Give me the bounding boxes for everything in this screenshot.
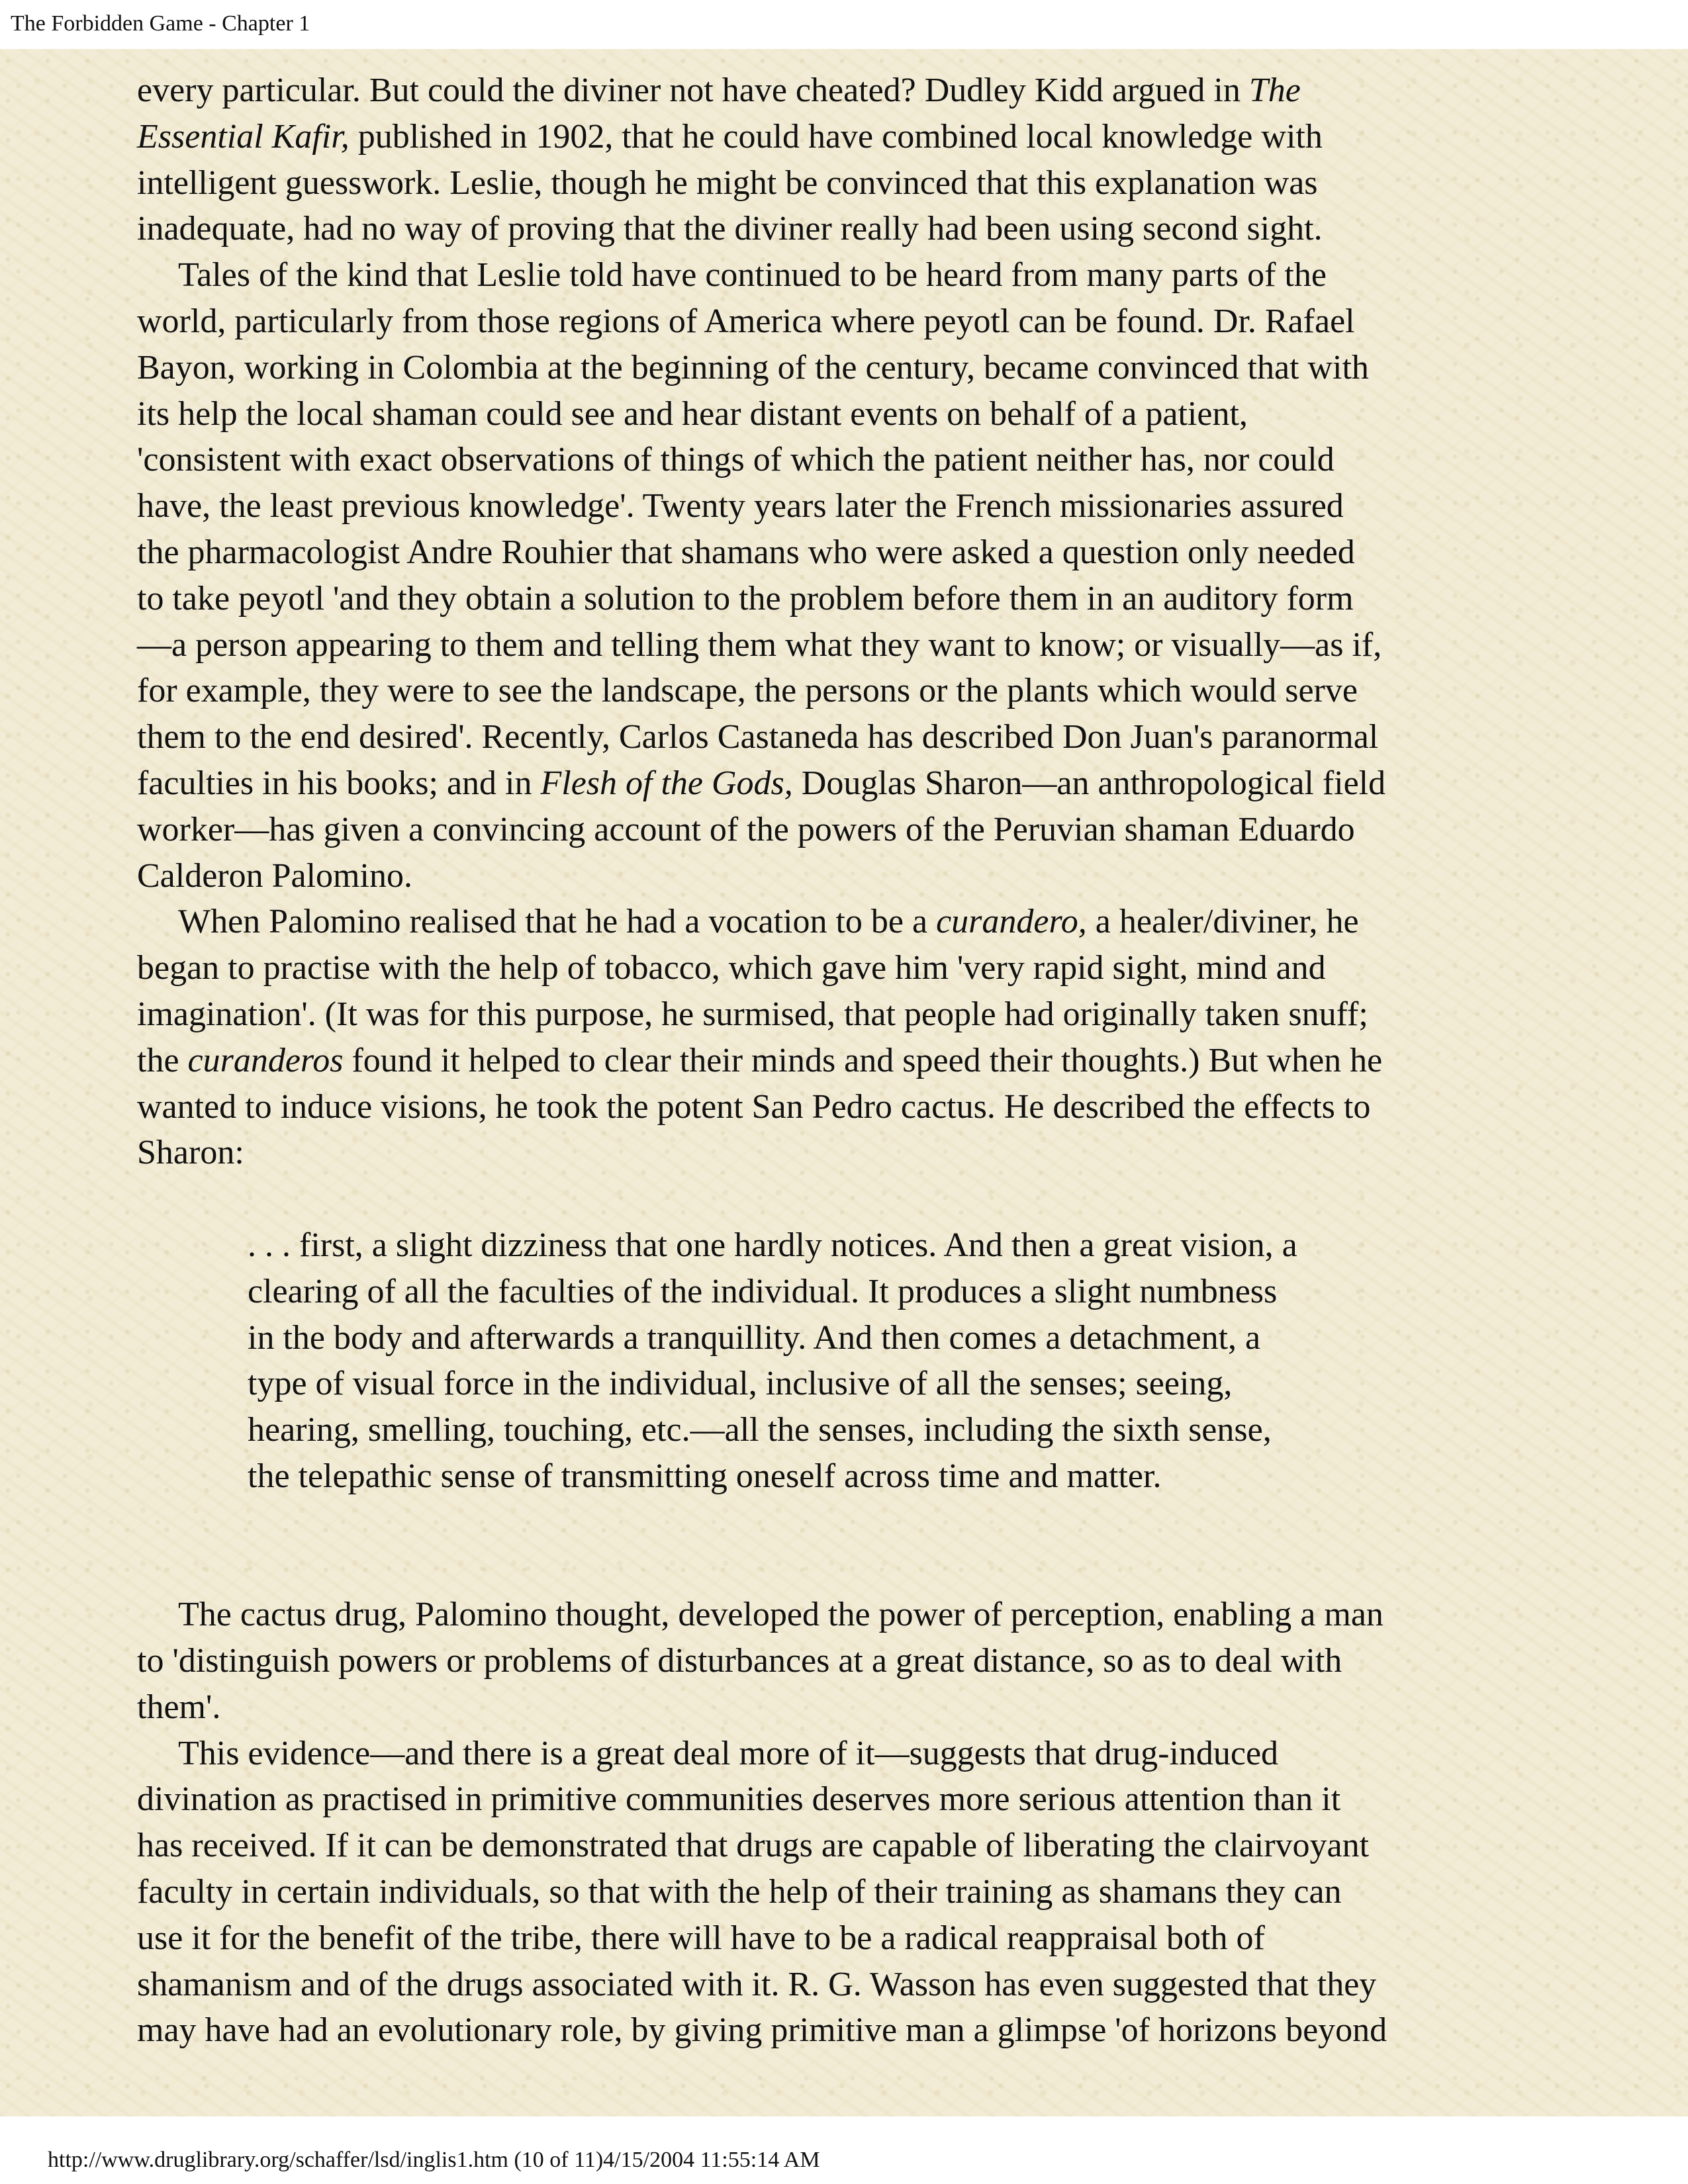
text-line: imagination'. (It was for this purpose, he surmised, that people had originally taken snuff; [137, 995, 1368, 1033]
quote-line: clearing of all the faculties of the individual. It produces a slight numbness [248, 1272, 1278, 1310]
text-line: shamanism and of the drugs associated with it. R. G. Wasson has even suggested that they [137, 1965, 1377, 2003]
text-line: to take peyotl 'and they obtain a solution to the problem before them in an auditory form [137, 579, 1354, 617]
block-quote [137, 1222, 1567, 1500]
text-line: has received. If it can be demonstrated that drugs are capable of liberating the clairvoyant [137, 1827, 1370, 1865]
text-line: Sharon: [137, 1134, 244, 1172]
text-line: its help the local shaman could see and hear distant events on behalf of a patient, [137, 394, 1248, 433]
text-line: The cactus drug, Palomino thought, developed the power of perception, enabling a man [178, 1596, 1383, 1634]
text-line: for example, they were to see the landscape, the persons or the plants which would serve [137, 672, 1358, 710]
text-line: to 'distinguish powers or problems of disturbances at a great distance, so as to deal with [137, 1642, 1342, 1680]
text-line: the pharmacologist Andre Rouhier that shamans who were asked a question only needed [137, 533, 1355, 571]
browser-print-footer [0, 2116, 1688, 2184]
text-line: them to the end desired'. Recently, Carlos Castaneda has described Don Juan's paranormal [137, 718, 1379, 756]
text-line: 'consistent with exact observations of things of which the patient neither has, nor could [137, 441, 1335, 479]
text-line: Calderon Palomino. [137, 856, 412, 895]
text-line: world, particularly from those regions of America where peyotl can be found. Dr. Rafael [137, 302, 1355, 340]
text-line: them'. [137, 1688, 221, 1726]
text-line: faculty in certain individuals, so that with the help of their training as shamans they can [137, 1873, 1342, 1911]
text-line: Essential Kafir, published in 1902, that he could have combined local knowledge with [137, 117, 1323, 156]
text-line: use it for the benefit of the tribe, there will have to be a radical reappraisal both of [137, 1919, 1265, 1957]
text-line: intelligent guesswork. Leslie, though he might be convinced that this explanation was [137, 163, 1318, 202]
text-line: wanted to induce visions, he took the potent San Pedro cactus. He described the effects to [137, 1087, 1371, 1126]
quote-line: type of visual force in the individual, inclusive of all the senses; seeing, [248, 1365, 1233, 1403]
text-line: When Palomino realised that he had a vocation to be a curandero, a healer/diviner, he [178, 903, 1359, 941]
text-line: worker—has given a convincing account of the powers of the Peruvian shaman Eduardo [137, 810, 1355, 848]
quote-line: . . . first, a slight dizziness that one hardly notices. And then a great vision, a [248, 1226, 1297, 1264]
quote-line: the telepathic sense of transmitting oneself across time and matter. [248, 1457, 1162, 1495]
browser-print-header [0, 0, 1688, 49]
page-url-footer: http://www.druglibrary.org/schaffer/lsd/inglis1.htm (10 of 11)4/15/2004 11:55:14 AM [48, 2148, 820, 2172]
quote-line: in the body and afterwards a tranquillity. And then comes a detachment, a [248, 1318, 1261, 1357]
text-line: Bayon, working in Colombia at the beginning of the century, became convinced that with [137, 348, 1369, 387]
spacer [137, 1176, 1567, 1222]
text-line: the curanderos found it helped to clear their minds and speed their thoughts.) But when he [137, 1041, 1383, 1079]
text-line: This evidence—and there is a great deal more of it—suggests that drug-induced [178, 1734, 1279, 1772]
spacer [137, 1500, 1567, 1592]
page-title: The Forbidden Game - Chapter 1 [11, 11, 310, 36]
text-line: began to practise with the help of tobacco, which gave him 'very rapid sight, mind and [137, 949, 1326, 987]
text-line: every particular. But could the diviner not have cheated? Dudley Kidd argued in The [137, 71, 1301, 109]
text-line: may have had an evolutionary role, by giving primitive man a glimpse 'of horizons beyond [137, 2011, 1387, 2050]
text-line: divination as practised in primitive communities deserves more serious attention than it [137, 1780, 1341, 1819]
text-line: Tales of the kind that Leslie told have continued to be heard from many parts of the [178, 256, 1327, 295]
chapter-text [137, 68, 1567, 2054]
text-line: inadequate, had no way of proving that the diviner really had been using second sight. [137, 210, 1323, 248]
quote-line: hearing, smelling, touching, etc.—all the senses, including the sixth sense, [248, 1411, 1272, 1449]
text-line: have, the least previous knowledge'. Twenty years later the French missionaries assured [137, 487, 1344, 525]
text-line: faculties in his books; and in Flesh of the Gods, Douglas Sharon—an anthropological field [137, 764, 1386, 802]
text-line: —a person appearing to them and telling them what they want to know; or visually—as if, [137, 625, 1382, 664]
